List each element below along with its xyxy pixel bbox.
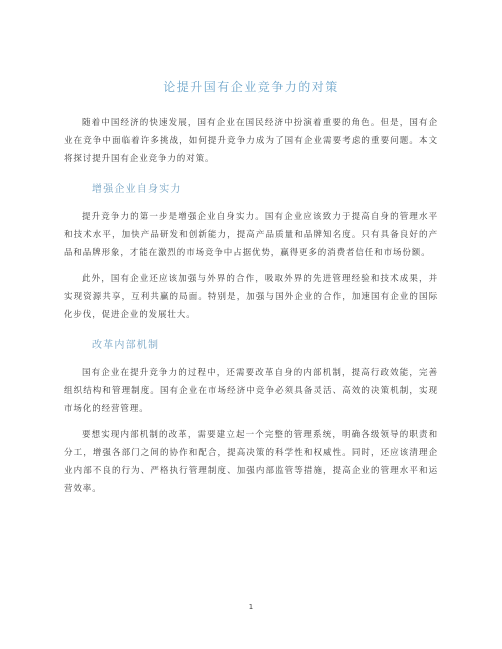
- section-1-paragraph-1: 提升竞争力的第一步是增强企业自身实力。国有企业应该致力于提高自身的管理水平和技术水平，加快产品研发和创新能力，提高产品质量和品牌知名度。只有具备良好的产品和品牌形象，才能在激烈的市场竞争中占据优势，赢得更多的消费者信任和市场份额。: [64, 212, 438, 258]
- section-1-paragraph-2: 此外，国有企业还应该加强与外界的合作，吸取外界的先进管理经验和技术成果，并实现资源共享，互利共赢的局面。特别是，加强与国外企业的合作，加速国有企业的国际化步伐，促进企业的发展壮大。: [64, 274, 438, 320]
- section-heading-1: 增强企业自身实力: [92, 184, 182, 195]
- section-2-paragraph-1: 国有企业在提升竞争力的过程中，还需要改革自身的内部机制，提高行政效能，完善组织结构和管理制度。国有企业在市场经济中竞争必须具备灵活、高效的决策机制，实现市场化的经营管理。: [64, 368, 438, 414]
- intro-paragraph: 随着中国经济的快速发展，国有企业在国民经济中扮演着重要的角色。但是，国有企业在竞争中面临着许多挑战，如何提升竞争力成为了国有企业需要考虑的重要问题。本文将探讨提升国有企业竞争力的对策。: [64, 118, 438, 164]
- document-title: 论提升国有企业竞争力的对策: [163, 80, 339, 94]
- section-heading-2: 改革内部机制: [92, 340, 160, 351]
- page-number: 1: [248, 603, 254, 611]
- section-2-paragraph-2: 要想实现内部机制的改革，需要建立起一个完整的管理系统，明确各级领导的职责和分工，增强各部门之间的协作和配合，提高决策的科学性和权威性。同时，还应该清理企业内部不良的行为、严格执行管理制度、加强内部监管等措施，提高企业的管理水平和运营效率。: [64, 430, 438, 494]
